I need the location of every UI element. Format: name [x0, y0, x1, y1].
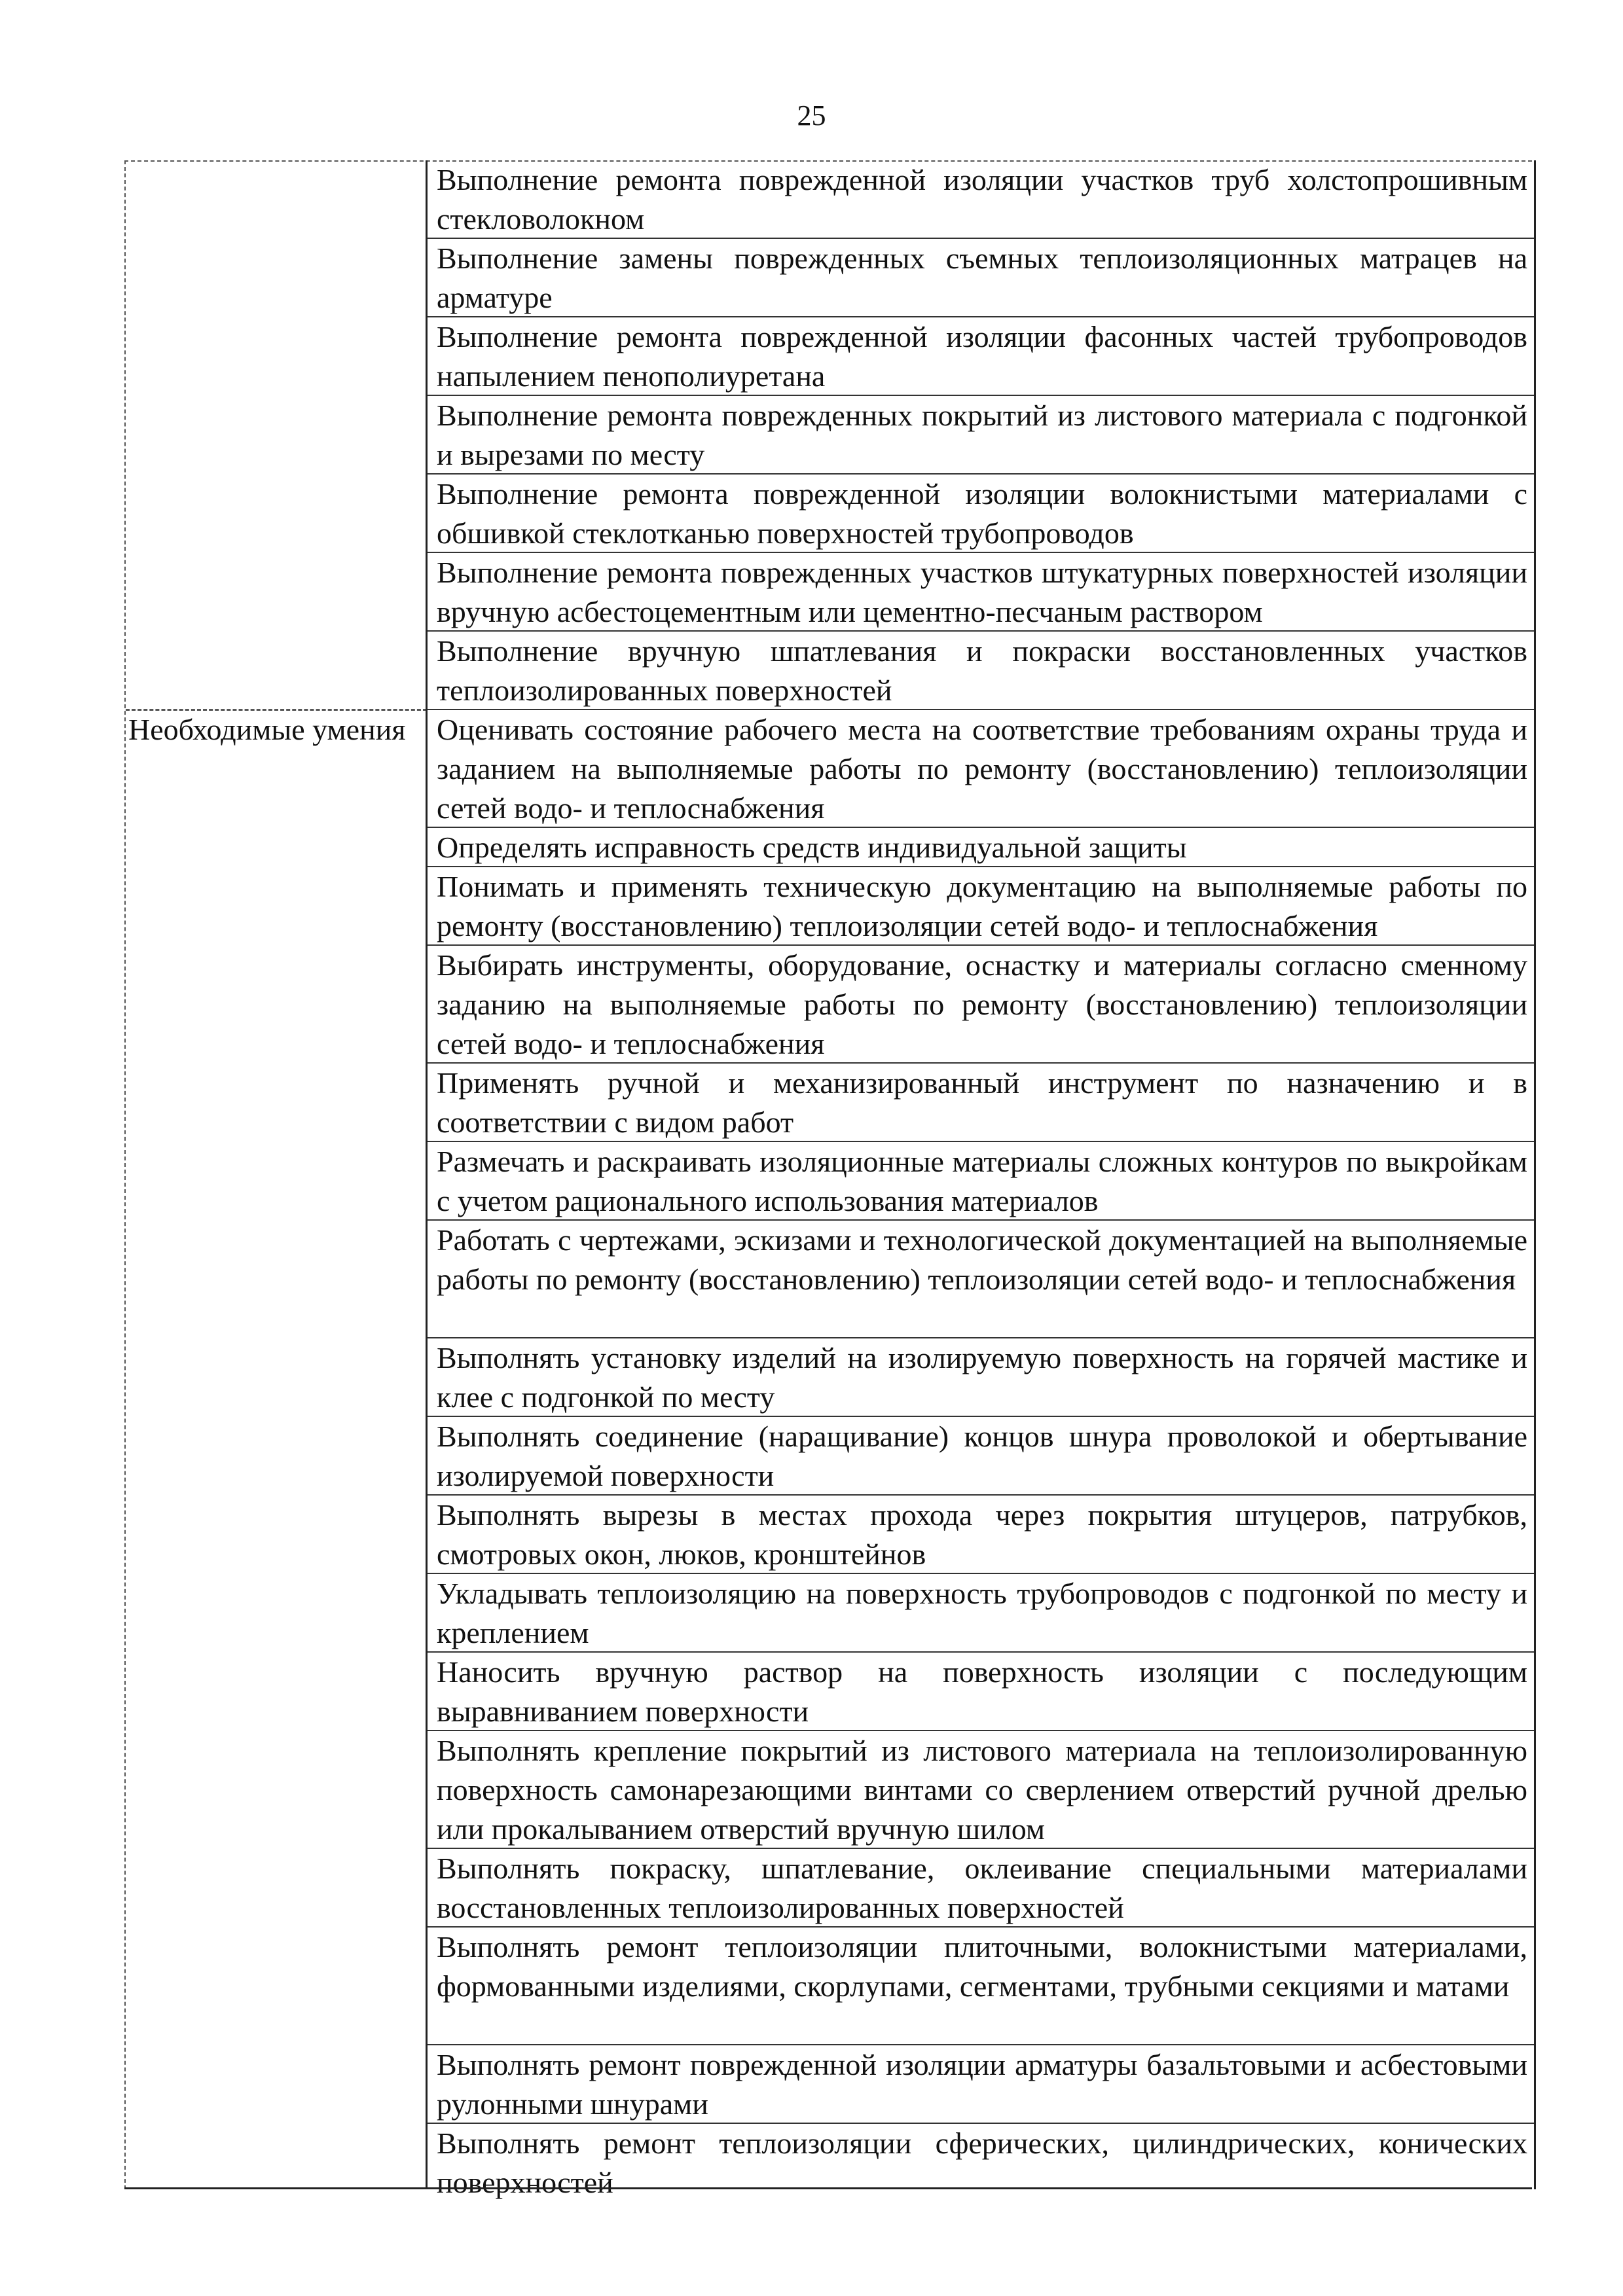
- table-row: Выполнение замены поврежденных съемных теплоизоляционных матрацев на арматуре: [428, 239, 1534, 317]
- page-number: 25: [797, 99, 826, 132]
- table-row: Работать с чертежами, эскизами и технологической документацией на выполняемые работы по ремонту (восстановлению) теплоизоляции сетей водо- и теплоснабжения: [428, 1221, 1534, 1338]
- table-row: Выполнение ремонта поврежденной изоляции волокнистыми материалами с обшивкой стеклотканью поверхностей трубопроводов: [428, 475, 1534, 553]
- table-row: Применять ручной и механизированный инструмент по назначению и в соответствии с видом работ: [428, 1064, 1534, 1142]
- table-row: Выполнение ремонта поврежденных покрытий из листового материала с подгонкой и вырезами по месту: [428, 396, 1534, 475]
- table-row: Выполнять вырезы в местах прохода через покрытия штуцеров, патрубков, смотровых окон, люков, кронштейнов: [428, 1496, 1534, 1574]
- table-row: Выполнять ремонт теплоизоляции плиточными, волокнистыми материалами, формованными изделиями, скорлупами, сегментами, трубными секциями и матами: [428, 1928, 1534, 2045]
- requirements-column: [426, 160, 1536, 2199]
- table-row: Понимать и применять техническую документацию на выполняемые работы по ремонту (восстановлению) теплоизоляции сетей водо- и теплоснабжения: [428, 867, 1534, 946]
- table-bottom-rule: [124, 2187, 1532, 2189]
- table-row: Выполнять крепление покрытий из листового материала на теплоизолированную поверхность самонарезающими винтами со сверлением отверстий ручной дрелью или прокалыванием отверстий вручную шилом: [428, 1731, 1534, 1849]
- table-row: Выполнять ремонт теплоизоляции сферических, цилиндрических, конических поверхностей: [437, 2126, 1527, 2199]
- table-row: Выполнять установку изделий на изолируемую поверхность на горячей мастике и клее с подгонкой по месту: [428, 1338, 1534, 1417]
- table-row: Выполнение ремонта поврежденной изоляции участков труб холстопрошивным стекловолокном: [428, 160, 1534, 239]
- table-row: Выбирать инструменты, оборудование, оснастку и материалы согласно сменному заданию на выполняемые работы по ремонту (восстановлению) теплоизоляции сетей водо- и теплоснабжения: [428, 946, 1534, 1064]
- competency-table: [124, 160, 1532, 2199]
- table-row: Размечать и раскраивать изоляционные материалы сложных контуров по выкройкам с учетом рационального использования материалов: [428, 1142, 1534, 1221]
- table-row: Выполнять ремонт поврежденной изоляции арматуры базальтовыми и асбестовыми рулонными шнурами: [428, 2045, 1534, 2124]
- table-row: Выполнение ремонта поврежденных участков штукатурных поверхностей изоляции вручную асбестоцементным или цементно-песчаным раствором: [428, 553, 1534, 632]
- table-row: Оценивать состояние рабочего места на соответствие требованиям охраны труда и заданием на выполняемые работы по ремонту (восстановлению) теплоизоляции сетей водо- и теплоснабжения: [428, 710, 1534, 828]
- table-row: Наносить вручную раствор на поверхность изоляции с последующим выравниванием поверхности: [428, 1653, 1534, 1731]
- table-row: Выполнение вручную шпатлевания и покраски восстановленных участков теплоизолированных поверхностей: [428, 632, 1534, 710]
- table-row: Выполнять соединение (наращивание) концов шнура проволокой и обертывание изолируемой поверхности: [428, 1417, 1534, 1496]
- section-label-skills: Необходимые умения: [128, 713, 406, 746]
- table-row: Укладывать теплоизоляцию на поверхность трубопроводов с подгонкой по месту и креплением: [428, 1574, 1534, 1653]
- left-column: [124, 160, 427, 2189]
- table-row: Определять исправность средств индивидуальной защиты: [428, 828, 1534, 867]
- table-row: Выполнять покраску, шпатлевание, оклеивание специальными материалами восстановленных теплоизолированных поверхностей: [428, 1849, 1534, 1928]
- table-row: Выполнение ремонта поврежденной изоляции фасонных частей трубопроводов напылением пенополиуретана: [428, 317, 1534, 396]
